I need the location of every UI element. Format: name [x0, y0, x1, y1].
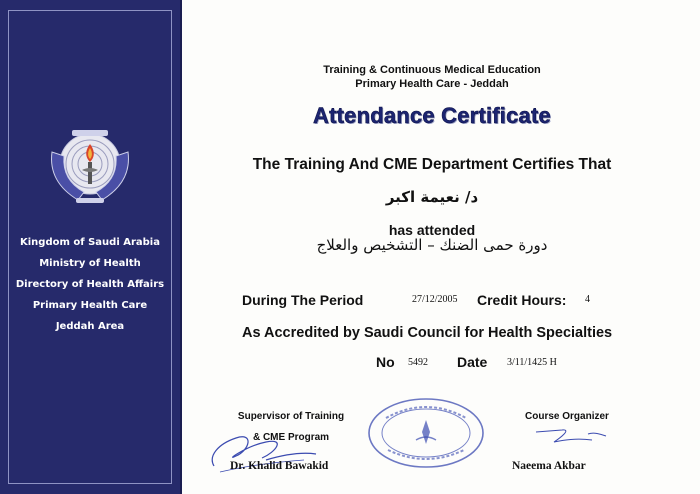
certificate-body	[182, 0, 700, 494]
organizer-title: Course Organizer	[525, 411, 609, 422]
supervisor-name: Dr. Khalid Bawakid	[230, 460, 329, 472]
header-line-1: Training & Continuous Medical Education	[323, 64, 541, 76]
number-value: 5492	[408, 357, 428, 368]
ministry-logo-icon	[38, 122, 142, 212]
credit-hours-value: 4	[585, 294, 590, 305]
attended-label: has attended	[388, 222, 476, 238]
sidebar-line-area: Jeddah Area	[55, 321, 125, 332]
accreditation-statement: As Accredited by Saudi Council for Health Specialties	[242, 325, 613, 341]
supervisor-title-1: Supervisor of Training	[237, 411, 345, 422]
sidebar-panel	[0, 0, 182, 494]
certificate-title: Attendance Certificate	[313, 103, 551, 128]
official-stamp-icon	[366, 396, 486, 470]
date-label: Date	[457, 354, 488, 370]
course-title: دورة حمى الضنك – التشخيص والعلاج	[316, 236, 548, 254]
credit-hours-label: Credit Hours:	[477, 292, 567, 308]
header-line-2: Primary Health Care - Jeddah	[355, 78, 509, 90]
sidebar-line-phc: Primary Health Care	[32, 300, 148, 311]
supervisor-title-2: & CME Program	[252, 432, 330, 443]
sidebar-line-country: Kingdom of Saudi Arabia	[20, 237, 160, 248]
period-value: 27/12/2005	[412, 294, 458, 305]
number-label: No	[376, 354, 395, 370]
certifies-statement: The Training And CME Department Certifies That	[252, 156, 612, 173]
sidebar-line-ministry: Ministry of Health	[39, 258, 141, 269]
date-value: 3/11/1425 H	[507, 357, 557, 368]
recipient-name: د/ نعيمة اكبر	[385, 188, 479, 206]
organizer-signature-icon	[532, 424, 612, 448]
organizer-name: Naeema Akbar	[512, 460, 586, 472]
sidebar-line-directory: Directory of Health Affairs	[15, 279, 165, 290]
period-label: During The Period	[242, 292, 364, 308]
